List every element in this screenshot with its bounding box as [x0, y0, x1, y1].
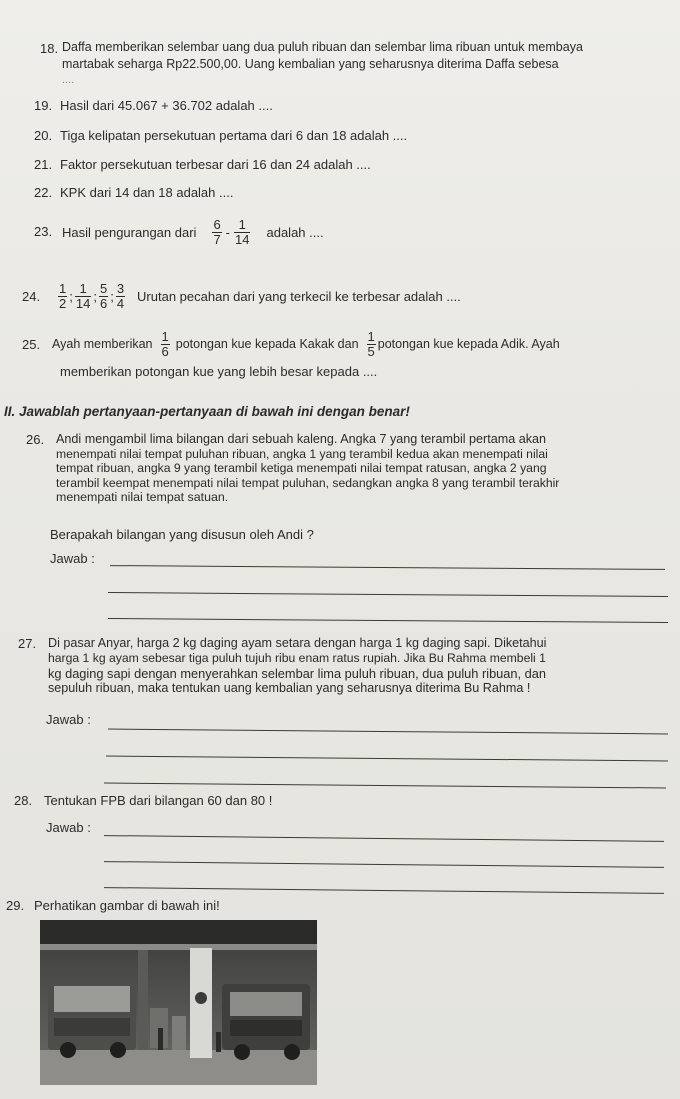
q24-fraction-1 — [58, 282, 67, 311]
q25-f1-num: 1 — [161, 328, 169, 344]
q24-f3-den: 6 — [99, 295, 108, 311]
q24-f1-num: 1 — [59, 280, 67, 296]
q18-number: 18. — [40, 41, 59, 56]
q24-f4-num: 3 — [116, 280, 125, 296]
q25-f2-num: 1 — [367, 328, 375, 344]
q22-number: 22. — [34, 185, 53, 200]
q24-f2-den: 14 — [75, 295, 91, 311]
q24-row — [56, 272, 461, 320]
q26-number: 26. — [26, 432, 45, 447]
q27-answer-line-1[interactable] — [108, 729, 668, 735]
q29-text: Perhatikan gambar di bawah ini! — [34, 898, 220, 913]
q27-line: Di pasar Anyar, harga 2 kg daging ayam setara dengan harga 1 kg daging sapi. Diketahui — [48, 636, 547, 650]
q25-part3: potongan kue kepada Adik. Ayah — [377, 336, 560, 351]
q27-answer-line-2[interactable] — [106, 756, 668, 762]
q25-fraction-1 — [161, 330, 170, 359]
q27-line: harga 1 kg ayam sebesar tiga puluh tujuh ribu enam ratus rupiah. Jika Bu Rahma membeli 1 — [48, 651, 546, 665]
q25-fraction-2 — [367, 330, 376, 359]
q28-number: 28. — [14, 793, 33, 808]
gas-station-illustration — [40, 920, 317, 1085]
q28-answer-line-2[interactable] — [104, 861, 664, 868]
q25-row — [52, 322, 560, 366]
q23-f2-den: 14 — [235, 231, 250, 247]
q26-line: menempati nilai tempat satuan. — [56, 490, 229, 504]
q24-text: Urutan pecahan dari yang terkecil ke terbesar adalah .... — [137, 288, 461, 304]
q27-line: sepuluh ribuan, maka tentukan uang kembalian yang seharusnya diterima Bu Rahma ! — [48, 681, 531, 695]
q19-text: Hasil dari 45.067 + 36.702 adalah .... — [60, 98, 273, 113]
q26-line: Andi mengambil lima bilangan dari sebuah kaleng. Angka 7 yang terambil pertama akan — [56, 432, 547, 446]
q21-text: Faktor persekutuan terbesar dari 16 dan 24 adalah .... — [60, 157, 371, 172]
q21-number: 21. — [34, 157, 53, 172]
q20-text: Tiga kelipatan persekutuan pertama dari 6 dan 18 adalah .... — [60, 128, 408, 143]
q23-fraction-1 — [212, 218, 221, 247]
q23-row — [62, 208, 324, 256]
q25-part1: Ayah memberikan — [52, 336, 153, 351]
q24-number: 24. — [22, 289, 41, 304]
q28-answer-line-3[interactable] — [104, 887, 664, 894]
q27-answer-label: Jawab : — [46, 712, 91, 727]
q22-text: KPK dari 14 dan 18 adalah .... — [60, 185, 234, 200]
q23-fraction-2 — [234, 218, 250, 247]
q18-dots: .... — [62, 74, 75, 86]
q27-number: 27. — [18, 636, 37, 651]
q24-sep-2: ; — [93, 288, 97, 304]
q24-f4-den: 4 — [116, 295, 125, 311]
q26-answer-label: Jawab : — [50, 551, 95, 566]
q24-f3-num: 5 — [99, 280, 108, 296]
q19-number: 19. — [34, 98, 53, 113]
q24-f1-den: 2 — [59, 295, 67, 311]
q24-fraction-4 — [116, 282, 125, 311]
q23-minus: - — [225, 224, 231, 240]
gas-station-photo — [40, 920, 317, 1085]
q26-question: Berapakah bilangan yang disusun oleh Andi ? — [50, 527, 314, 542]
q25-f2-den: 5 — [367, 343, 375, 359]
q26-answer-line-2[interactable] — [108, 592, 668, 597]
q24-sep-3: ; — [110, 288, 114, 304]
q27-paragraph — [48, 636, 678, 696]
q25-line2: memberikan potongan kue yang lebih besar kepada .... — [60, 364, 378, 379]
q18-line2: martabak seharga Rp22.500,00. Uang kembalian yang seharusnya diterima Daffa sebesa — [62, 57, 559, 71]
q26-answer-line-3[interactable] — [108, 618, 668, 623]
q20-number: 20. — [34, 128, 53, 143]
q24-fraction-2 — [75, 282, 91, 311]
q29-number: 29. — [6, 898, 25, 913]
q26-line: menempati nilai tempat puluhan ribuan, angka 1 yang terambil kedua akan menempati nilai — [56, 446, 548, 461]
q26-line: tempat ribuan, angka 9 yang terambil ketiga menempati nilai tempat ratusan, angka 2 yang — [56, 461, 547, 475]
q25-f1-den: 6 — [161, 343, 169, 359]
q27-answer-line-3[interactable] — [104, 783, 666, 789]
q28-text: Tentukan FPB dari bilangan 60 dan 80 ! — [44, 793, 273, 808]
q23-prefix: Hasil pengurangan dari — [62, 224, 197, 240]
q25-part2: potongan kue kepada Kakak dan — [175, 336, 359, 351]
q23-suffix: adalah .... — [266, 224, 324, 240]
q28-answer-line-1[interactable] — [104, 835, 664, 842]
q24-f2-num: 1 — [75, 282, 91, 297]
section-2-heading: II. Jawablah pertanyaan-pertanyaan di bawah ini dengan benar! — [4, 404, 410, 419]
q18-line1: Daffa memberikan selembar uang dua puluh ribuan dan selembar lima ribuan untuk membaya — [62, 40, 583, 54]
q23-number: 23. — [34, 224, 53, 239]
q26-line: terambil keempat menempati nilai tempat puluhan, sedangkan angka 8 yang terambil terakhir — [56, 475, 560, 490]
q23-f1-num: 6 — [213, 216, 221, 232]
q23-f1-den: 7 — [213, 231, 221, 247]
q24-fraction-3 — [99, 282, 108, 311]
q24-sep-1: ; — [69, 288, 73, 304]
q23-f2-num: 1 — [234, 218, 250, 233]
q27-line: kg daging sapi dengan menyerahkan selembar lima puluh ribuan, dua puluh ribuan, dan — [48, 666, 546, 681]
q25-number: 25. — [22, 337, 41, 352]
q28-answer-label: Jawab : — [46, 820, 91, 835]
q26-paragraph — [56, 432, 676, 505]
q26-answer-line-1[interactable] — [110, 565, 665, 570]
